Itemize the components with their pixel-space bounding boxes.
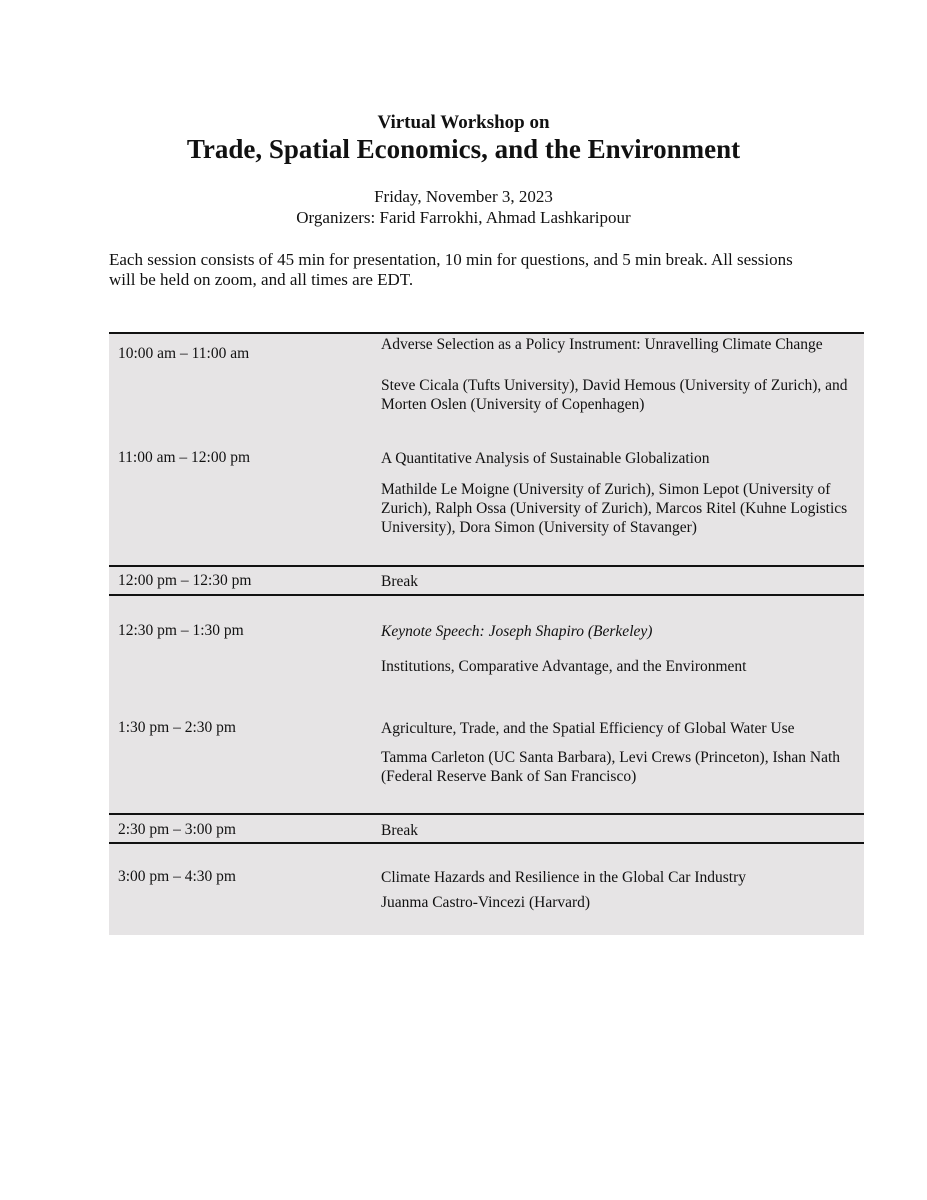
workshop-organizers: Organizers: Farid Farrokhi, Ahmad Lashkaripour	[296, 208, 631, 227]
session-title: A Quantitative Analysis of Sustainable Globalization	[381, 450, 710, 467]
session-time: 12:00 pm – 12:30 pm	[118, 572, 252, 589]
session-title: Adverse Selection as a Policy Instrument: Unravelling Climate Change	[381, 336, 823, 353]
session-time: 12:30 pm – 1:30 pm	[118, 622, 244, 639]
table-rule	[109, 594, 864, 596]
session-authors: Mathilde Le Moigne (University of Zurich), Simon Lepot (University of Zurich), Ralph Ossa (University of Zurich), Marcos Ritel (Kuhne Logistics University), Dora Simon (University of Stavanger)	[381, 481, 848, 536]
session-title: Agriculture, Trade, and the Spatial Efficiency of Global Water Use	[381, 720, 795, 737]
table-top-rule	[109, 332, 864, 334]
table-rule	[109, 842, 864, 844]
workshop-date: Friday, November 3, 2023	[374, 187, 553, 206]
session-authors: Juanma Castro-Vincezi (Harvard)	[381, 894, 591, 911]
break-label: Break	[381, 822, 419, 839]
session-time: 2:30 pm – 3:00 pm	[118, 821, 236, 838]
break-label: Break	[381, 573, 419, 590]
session-authors: Steve Cicala (Tufts University), David Hemous (University of Zurich), and Morten Oslen (University of Copenhagen)	[381, 377, 848, 413]
table-rule	[109, 565, 864, 567]
session-time: 1:30 pm – 2:30 pm	[118, 719, 236, 736]
intro-paragraph: Each session consists of 45 min for presentation, 10 min for questions, and 5 min break. All sessions will be held on zoom, and all times are EDT.	[109, 250, 793, 289]
session-time: 10:00 am – 11:00 am	[118, 345, 250, 362]
schedule-table	[109, 332, 864, 935]
session-time: 11:00 am – 12:00 pm	[118, 449, 251, 466]
session-title: Climate Hazards and Resilience in the Global Car Industry	[381, 869, 747, 886]
session-title: Institutions, Comparative Advantage, and the Environment	[381, 658, 747, 675]
workshop-subtitle: Virtual Workshop on	[377, 112, 550, 133]
keynote-label: Keynote Speech: Joseph Shapiro (Berkeley)	[381, 623, 653, 640]
session-authors: Tamma Carleton (UC Santa Barbara), Levi Crews (Princeton), Ishan Nath (Federal Reserve Bank of San Francisco)	[381, 749, 841, 785]
table-rule	[109, 813, 864, 815]
workshop-title: Trade, Spatial Economics, and the Environment	[186, 134, 741, 164]
session-time: 3:00 pm – 4:30 pm	[118, 868, 236, 885]
